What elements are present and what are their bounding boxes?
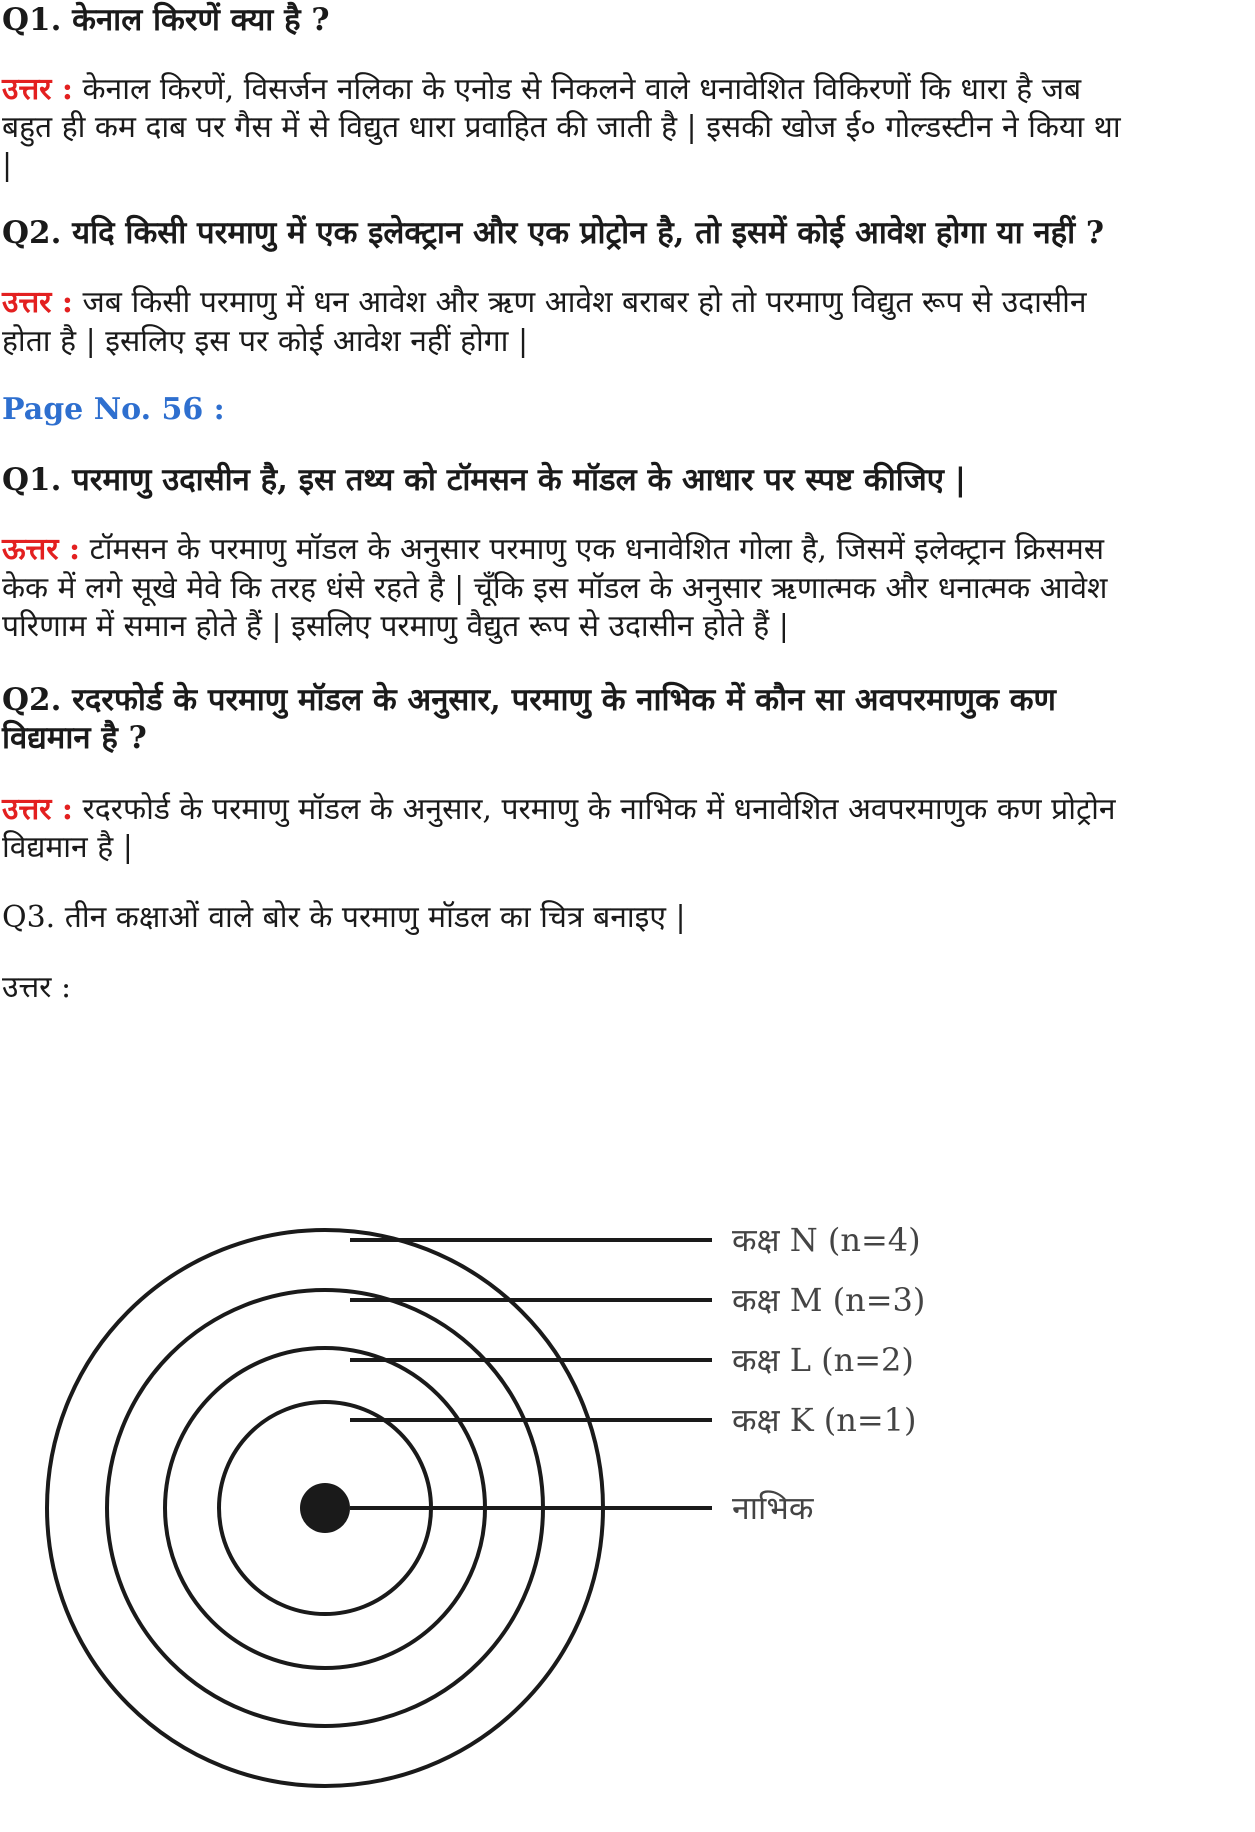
q2-answer-text-2: होता है | इसलिए इस पर कोई आवेश नहीं होगा | (2, 324, 529, 359)
p56-q1-answer-text-2: केक में लगे सूखे मेवे कि तरह धंसे रहते है | चूँकि इस मॉडल के अनुसार ऋणात्मक और धनात्मक आवेश (2, 571, 1108, 606)
p56-q2-answer-text-2: विद्यमान है | (2, 830, 133, 865)
q1-answer-text-3: | (2, 148, 13, 183)
p56-q1-question: Q1. परमाणु उदासीन है, इस तथ्य को टॉमसन के मॉडल के आधार पर स्पष्ट कीजिए | (2, 462, 967, 498)
page-heading: Page No. 56 : (2, 392, 225, 427)
label-nucleus: नाभिक (732, 1489, 814, 1527)
p56-q1-answer-text-1: टॉमसन के परमाणु मॉडल के अनुसार परमाणु एक धनावेशित गोला है, जिसमें इलेक्ट्रान क्रिसमस (89, 532, 1105, 567)
label-shell-n: कक्ष N (n=4) (732, 1221, 921, 1259)
p56-q3-answer-label: उत्तर : (2, 970, 72, 1005)
p56-q2-answer-label: उत्तर : (2, 792, 73, 827)
p56-q2-question-line-1: Q2. रदरफोर्ड के परमाणु मॉडल के अनुसार, परमाणु के नाभिक में कौन सा अवपरमाणुक कण (2, 682, 1056, 718)
q2-answer-label: उत्तर : (2, 285, 73, 320)
p56-q1-answer-text-3: परिणाम में समान होते हैं | इसलिए परमाणु वैद्युत रूप से उदासीन होते हैं | (2, 609, 789, 644)
label-shell-m: कक्ष M (n=3) (732, 1281, 926, 1319)
p56-q1-answer-label: ऊत्तर : (2, 532, 81, 567)
q1-answer-text-2: बहुत ही कम दाब पर गैस में से विद्युत धारा प्रवाहित की जाती है | इसकी खोज ई० गोल्डस्टीन ने किया था (2, 110, 1121, 145)
bohr-model-diagram (0, 1200, 1255, 1832)
p56-q3-question: Q3. तीन कक्षाओं वाले बोर के परमाणु मॉडल का चित्र बनाइए | (2, 900, 686, 935)
q2-answer-text-1: जब किसी परमाणु में धन आवेश और ऋण आवेश बराबर हो तो परमाणु विद्युत रूप से उदासीन (82, 285, 1087, 320)
p56-q2-answer-text-1: रदरफोर्ड के परमाणु मॉडल के अनुसार, परमाणु के नाभिक में धनावेशित अवपरमाणुक कण प्रोट्रोन (82, 792, 1116, 827)
p56-q2-answer-line-1 (2, 790, 1116, 830)
nucleus-dot (300, 1483, 350, 1533)
q2-question: Q2. यदि किसी परमाणु में एक इलेक्ट्रान और एक प्रोट्रोन है, तो इसमें कोई आवेश होगा या नहीं ? (2, 215, 1105, 251)
label-shell-k: कक्ष K (n=1) (732, 1401, 917, 1439)
p56-q1-answer-line-1 (2, 530, 1104, 570)
q1-answer-label: उत्तर : (2, 72, 73, 107)
q1-answer-line-1 (2, 70, 1081, 110)
q2-answer-line-1 (2, 283, 1087, 323)
q1-answer-text-1: केनाल किरणें, विसर्जन नलिका के एनोड से निकलने वाले धनावेशित विकिरणों कि धारा है जब (82, 72, 1082, 107)
p56-q2-question-line-2: विद्यमान है ? (2, 720, 147, 756)
q1-question: Q1. केनाल किरणें क्या है ? (2, 2, 330, 38)
label-shell-l: कक्ष L (n=2) (732, 1341, 914, 1379)
